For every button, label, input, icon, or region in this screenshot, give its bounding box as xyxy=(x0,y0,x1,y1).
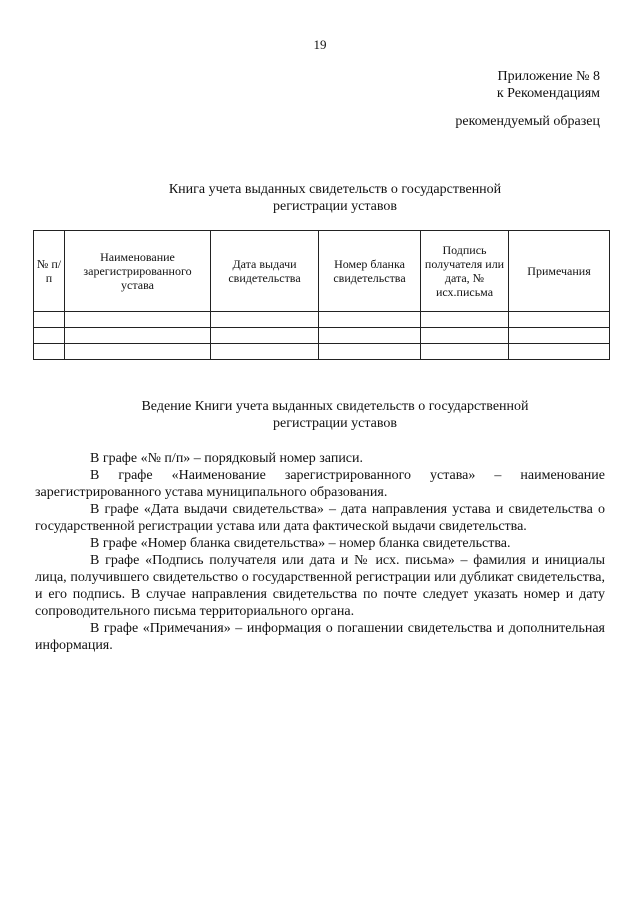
paragraph-form-number-column: В графе «Номер бланка свидетельства» – номер бланка свидетельства. xyxy=(90,536,511,551)
document-title xyxy=(0,181,640,215)
instructions-body xyxy=(35,450,605,654)
appendix-number: Приложение № 8 xyxy=(497,69,600,84)
appendix-header xyxy=(455,68,600,130)
section-title-line-2: регистрации уставов xyxy=(273,416,397,431)
table-cell xyxy=(421,344,509,360)
table-header-row xyxy=(34,231,610,312)
table-row xyxy=(34,344,610,360)
table-cell xyxy=(319,328,421,344)
paragraph-notes-column: В графе «Примечания» – информация о погашении свидетельства и дополнительная информация. xyxy=(35,621,605,653)
table-cell xyxy=(421,328,509,344)
paragraph-signature-column: В графе «Подпись получателя или дата и № исх. письма» – фамилия и инициалы лица, получившего свидетельство о государственной регистрации или дубликат свидетельства, и его подпись. В случае направления свидетельства по почте следует указать номер и дату сопроводительного письма территориального органа. xyxy=(35,553,605,619)
table-cell xyxy=(65,328,211,344)
table-cell xyxy=(509,312,610,328)
column-header-charter-name: Наименование зарегистрированного устава xyxy=(65,231,211,312)
table-cell xyxy=(65,312,211,328)
table-cell xyxy=(211,328,319,344)
table-cell xyxy=(211,312,319,328)
table-row xyxy=(34,328,610,344)
table-cell xyxy=(509,328,610,344)
table-cell xyxy=(65,344,211,360)
column-header-number: № п/п xyxy=(34,231,65,312)
column-header-signature: Подпись получателя или дата, № исх.письма xyxy=(421,231,509,312)
table-row xyxy=(34,312,610,328)
table-cell xyxy=(421,312,509,328)
appendix-reference: к Рекомендациям xyxy=(496,86,600,101)
column-header-notes: Примечания xyxy=(509,231,610,312)
paragraph-number-column: В графе «№ п/п» – порядковый номер записи. xyxy=(90,451,364,466)
table-cell xyxy=(34,344,65,360)
table-cell xyxy=(34,312,65,328)
paragraph-charter-name-column: В графе «Наименование зарегистрированного устава» – наименование зарегистрированного устава муниципального образования. xyxy=(35,468,605,500)
document-title-line-2: регистрации уставов xyxy=(273,199,397,214)
column-header-form-number: Номер бланка свидетельства xyxy=(319,231,421,312)
section-title xyxy=(0,398,640,432)
paragraph-issue-date-column: В графе «Дата выдачи свидетельства» – дата направления устава и свидетельства о государственной регистрации устава или дата фактической выдачи свидетельства. xyxy=(35,502,605,534)
section-title-line-1: Ведение Книги учета выданных свидетельств о государственной xyxy=(141,399,529,414)
column-header-issue-date: Дата выдачи свидетельства xyxy=(211,231,319,312)
document-title-line-1: Книга учета выданных свидетельств о государственной xyxy=(168,182,502,197)
table-cell xyxy=(319,344,421,360)
table-cell xyxy=(319,312,421,328)
page-number: 19 xyxy=(313,37,327,52)
sample-label: рекомендуемый образец xyxy=(455,114,600,129)
table-cell xyxy=(509,344,610,360)
table-cell xyxy=(34,328,65,344)
table-cell xyxy=(211,344,319,360)
register-table xyxy=(33,230,610,360)
